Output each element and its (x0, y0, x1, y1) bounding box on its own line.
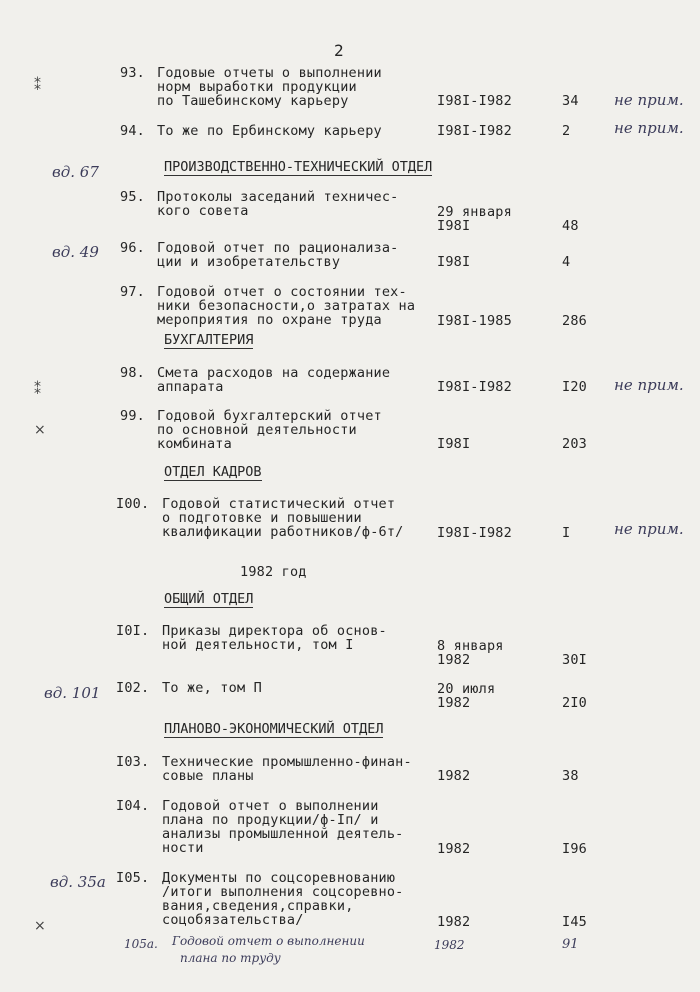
entry-105-margin-note: вд. 35а (50, 873, 106, 891)
entry-101-count: 30I (562, 652, 587, 668)
entry-99-title-line-1: Годовой бухгалтерский отчет (157, 408, 382, 424)
entry-102-count: 2I0 (562, 695, 587, 711)
entry-97-title-line-2: ники безопасности,о затратах на (157, 298, 416, 314)
entry-96-number: 96. (120, 240, 145, 256)
entry-105-title-line-1: Документы по соцсоревнованию (162, 870, 396, 886)
entry-104-dates: 1982 (437, 841, 471, 857)
entry-105-number: I05. (116, 870, 150, 886)
entry-104-number: I04. (116, 798, 150, 814)
entry-94-title-line-1: То же по Ербинскому карьеру (157, 123, 382, 139)
entry-105-dates: 1982 (437, 914, 471, 930)
entry-95-title-line-1: Протоколы заседаний техничес- (157, 189, 399, 205)
entry-105a-number: 105а. (124, 937, 158, 951)
entry-94-count: 2 (562, 123, 571, 139)
entry-95-number: 95. (120, 189, 145, 205)
entry-101-title-line-2: ной деятельности, том I (162, 637, 354, 653)
entry-98-number: 98. (120, 365, 145, 381)
entry-102-number: I02. (116, 680, 150, 696)
entry-96-dates: I98I (437, 254, 471, 270)
staple-mark-top: ⁑ (34, 78, 41, 94)
entry-98-dates: I98I-I982 (437, 379, 512, 395)
entry-100-dates: I98I-I982 (437, 525, 512, 541)
entry-95-title-line-2: кого совета (157, 203, 249, 219)
entry-105a-count: 91 (562, 937, 579, 952)
entry-101-date-line-2: 1982 (437, 652, 471, 668)
entry-105-count: I45 (562, 914, 587, 930)
entry-97-title-line-1: Годовой отчет о состоянии тех- (157, 284, 407, 300)
entry-100-title-line-3: квалификации работников/ф-6т/ (162, 524, 404, 540)
entry-95-date-line-2: I98I (437, 218, 471, 234)
entry-105a-title-line-1: Годовой отчет о выполнении (172, 934, 365, 948)
entry-102-title-line-1: То же, том П (162, 680, 262, 696)
entry-104-title-line-2: плана по продукции/ф-Iп/ и (162, 812, 379, 828)
entry-93-title-line-3: по Ташебинскому карьеру (157, 93, 349, 109)
entry-99-title-line-3: комбината (157, 436, 232, 452)
entry-104-title-line-4: ности (162, 840, 204, 856)
entry-103-title-line-2: совые планы (162, 768, 254, 784)
entry-104-count: I96 (562, 841, 587, 857)
page-number: 2 (334, 41, 344, 60)
entry-103-dates: 1982 (437, 768, 471, 784)
entry-103-number: I03. (116, 754, 150, 770)
entry-98-title-line-2: аппарата (157, 379, 224, 395)
entry-93-title-line-1: Годовые отчеты о выполнении (157, 65, 382, 81)
entry-98-count: I20 (562, 379, 587, 395)
entry-103-title-line-1: Технические промышленно-финан- (162, 754, 412, 770)
entry-105a-dates: 1982 (434, 938, 465, 952)
section-heading-planning-economic: ПЛАНОВО-ЭКОНОМИЧЕСКИЙ ОТДЕЛ (164, 721, 384, 737)
entry-105a-title-line-2: плана по труду (180, 951, 281, 965)
entry-99-count: 203 (562, 436, 587, 452)
entry-96-title-line-1: Годовой отчет по рационализа- (157, 240, 399, 256)
entry-95-date-line-1: 29 января (437, 204, 512, 220)
entry-101-date-line-1: 8 января (437, 638, 504, 654)
entry-94-note: не прим. (614, 119, 684, 137)
staple-mark-bottom: × (34, 918, 46, 934)
entry-94-number: 94. (120, 123, 145, 139)
entry-93-number: 93. (120, 65, 145, 81)
entry-105-title-line-4: соцобязательства/ (162, 912, 304, 928)
entry-96-count: 4 (562, 254, 571, 270)
entry-94-dates: I98I-I982 (437, 123, 512, 139)
staple-mark-middle: ⁑ (34, 382, 41, 398)
entry-102-date-line-1: 20 июля (437, 681, 496, 697)
entry-99-number: 99. (120, 408, 145, 424)
section-heading-personnel: ОТДЕЛ КАДРОВ (164, 464, 262, 480)
entry-99-dates: I98I (437, 436, 471, 452)
entry-98-title-line-1: Смета расходов на содержание (157, 365, 391, 381)
entry-93-title-line-2: норм выработки продукции (157, 79, 357, 95)
staple-mark-middle-2: × (34, 422, 46, 438)
entry-96-title-line-2: ции и изобретательству (157, 254, 341, 270)
entry-100-note: не прим. (614, 520, 684, 538)
entry-99-title-line-2: по основной деятельности (157, 422, 357, 438)
entry-97-dates: I98I-1985 (437, 313, 512, 329)
entry-104-title-line-1: Годовой отчет о выполнении (162, 798, 379, 814)
entry-103-count: 38 (562, 768, 579, 784)
entry-93-count: 34 (562, 93, 579, 109)
entry-93-note: не прим. (614, 91, 684, 109)
entry-98-note: не прим. (614, 376, 684, 394)
section-heading-accounting: БУХГАЛТЕРИЯ (164, 332, 254, 348)
entry-100-title-line-2: о подготовке и повышении (162, 510, 362, 526)
entry-95-margin-note: вд. 67 (52, 163, 99, 181)
entry-101-title-line-1: Приказы директора об основ- (162, 623, 387, 639)
entry-105-title-line-2: /итоги выполнения соцсоревно- (162, 884, 404, 900)
entry-96-margin-note: вд. 49 (52, 243, 99, 261)
entry-100-number: I00. (116, 496, 150, 512)
entry-97-title-line-3: мероприятия по охране труда (157, 312, 382, 328)
entry-102-date-line-2: 1982 (437, 695, 471, 711)
section-heading-production-technical: ПРОИЗВОДСТВЕННО-ТЕХНИЧЕСКИЙ ОТДЕЛ (164, 159, 433, 175)
entry-100-count: I (562, 525, 571, 541)
entry-95-count: 48 (562, 218, 579, 234)
entry-102-margin-note: вд. 101 (44, 684, 101, 702)
entry-93-dates: I98I-I982 (437, 93, 512, 109)
year-heading: 1982 год (240, 564, 307, 580)
entry-105-title-line-3: вания,сведения,справки, (162, 898, 354, 914)
section-heading-general: ОБЩИЙ ОТДЕЛ (164, 591, 254, 607)
entry-97-number: 97. (120, 284, 145, 300)
entry-100-title-line-1: Годовой статистический отчет (162, 496, 396, 512)
entry-104-title-line-3: анализы промышленной деятель- (162, 826, 404, 842)
entry-101-number: I0I. (116, 623, 150, 639)
entry-97-count: 286 (562, 313, 587, 329)
